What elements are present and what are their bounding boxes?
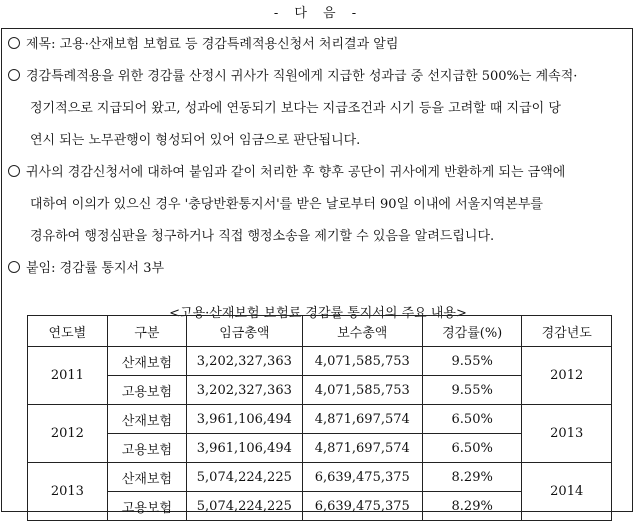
header-pay-total: 보수총액 bbox=[302, 316, 422, 347]
cell-wage: 3,202,327,363 bbox=[187, 376, 302, 405]
cell-rate: 8.29% bbox=[422, 492, 522, 521]
cell-type: 고용보험 bbox=[107, 434, 186, 463]
cell-type: 산재보험 bbox=[107, 347, 186, 376]
item-line: 경감특례적용을 위한 경감률 산정시 귀사가 직원에게 지급한 성과급 중 선지급한 500%는 계속적· bbox=[26, 69, 578, 84]
item-appeal bbox=[8, 157, 630, 253]
cell-pay: 4,071,585,753 bbox=[302, 347, 422, 376]
cell-type: 산재보험 bbox=[107, 405, 186, 434]
item-line: 정기적으로 지급되어 왔고, 성과에 연동되기 보다는 지급조건과 시기 등을 고려할 때 지급이 당 bbox=[30, 101, 561, 116]
table-row bbox=[28, 347, 612, 376]
cell-reduction-year: 2013 bbox=[522, 405, 612, 463]
item-line: 연시 되는 노무관행이 형성되어 있어 임금으로 판단됩니다. bbox=[30, 133, 361, 148]
header-reduction-year: 경감년도 bbox=[522, 316, 612, 347]
document-header: - 다 음 - bbox=[273, 6, 363, 21]
header-wage-total: 임금총액 bbox=[187, 316, 302, 347]
header-rate: 경감률(%) bbox=[422, 316, 522, 347]
cell-year: 2013 bbox=[28, 463, 108, 521]
cell-type: 산재보험 bbox=[107, 463, 186, 492]
item-judgment bbox=[8, 61, 630, 157]
reduction-rate-table bbox=[27, 315, 612, 521]
table-caption: <고용·산재보험 보험료 경감률 통지서의 주요 내용> bbox=[169, 306, 467, 321]
cell-rate: 9.55% bbox=[422, 347, 522, 376]
cell-type: 고용보험 bbox=[107, 492, 186, 521]
cell-rate: 6.50% bbox=[422, 405, 522, 434]
cell-wage: 3,961,106,494 bbox=[187, 405, 302, 434]
header-year: 연도별 bbox=[28, 316, 108, 347]
table-row bbox=[28, 463, 612, 492]
item-line: 대하여 이의가 있으신 경우 '충당반환통지서'를 받은 날로부터 90일 이내에 서울지역본부를 bbox=[30, 197, 543, 212]
circle-bullet-icon bbox=[8, 165, 20, 177]
cell-year: 2011 bbox=[28, 347, 108, 405]
item-line: 귀사의 경감신청서에 대하여 붙임과 같이 처리한 후 향후 공단이 귀사에게 반환하게 되는 금액에 bbox=[26, 165, 566, 180]
cell-pay: 6,639,475,375 bbox=[302, 463, 422, 492]
cell-pay: 4,071,585,753 bbox=[302, 376, 422, 405]
cell-rate: 6.50% bbox=[422, 434, 522, 463]
cell-year: 2012 bbox=[28, 405, 108, 463]
cell-reduction-year: 2012 bbox=[522, 347, 612, 405]
cell-pay: 4,871,697,574 bbox=[302, 405, 422, 434]
cell-wage: 5,074,224,225 bbox=[187, 492, 302, 521]
circle-bullet-icon bbox=[8, 261, 20, 273]
cell-pay: 6,639,475,375 bbox=[302, 492, 422, 521]
table-header-row bbox=[28, 316, 612, 347]
cell-wage: 5,074,224,225 bbox=[187, 463, 302, 492]
cell-reduction-year: 2014 bbox=[522, 463, 612, 521]
cell-wage: 3,202,327,363 bbox=[187, 347, 302, 376]
table-row bbox=[28, 405, 612, 434]
cell-pay: 4,871,697,574 bbox=[302, 434, 422, 463]
item-subject bbox=[8, 29, 630, 61]
cell-rate: 9.55% bbox=[422, 376, 522, 405]
item-line: 붙임: 경감률 통지서 3부 bbox=[26, 261, 165, 276]
item-line: 경유하여 행정심판을 청구하거나 직접 행정소송을 제기할 수 있음을 알려드립니다. bbox=[30, 229, 495, 244]
circle-bullet-icon bbox=[8, 69, 20, 81]
item-line: 제목: 고용·산재보험 보험료 등 경감특례적용신청서 처리결과 알림 bbox=[26, 37, 399, 52]
item-attachment bbox=[8, 253, 630, 285]
circle-bullet-icon bbox=[8, 37, 20, 49]
cell-wage: 3,961,106,494 bbox=[187, 434, 302, 463]
cell-type: 고용보험 bbox=[107, 376, 186, 405]
cell-rate: 8.29% bbox=[422, 463, 522, 492]
header-type: 구분 bbox=[107, 316, 186, 347]
